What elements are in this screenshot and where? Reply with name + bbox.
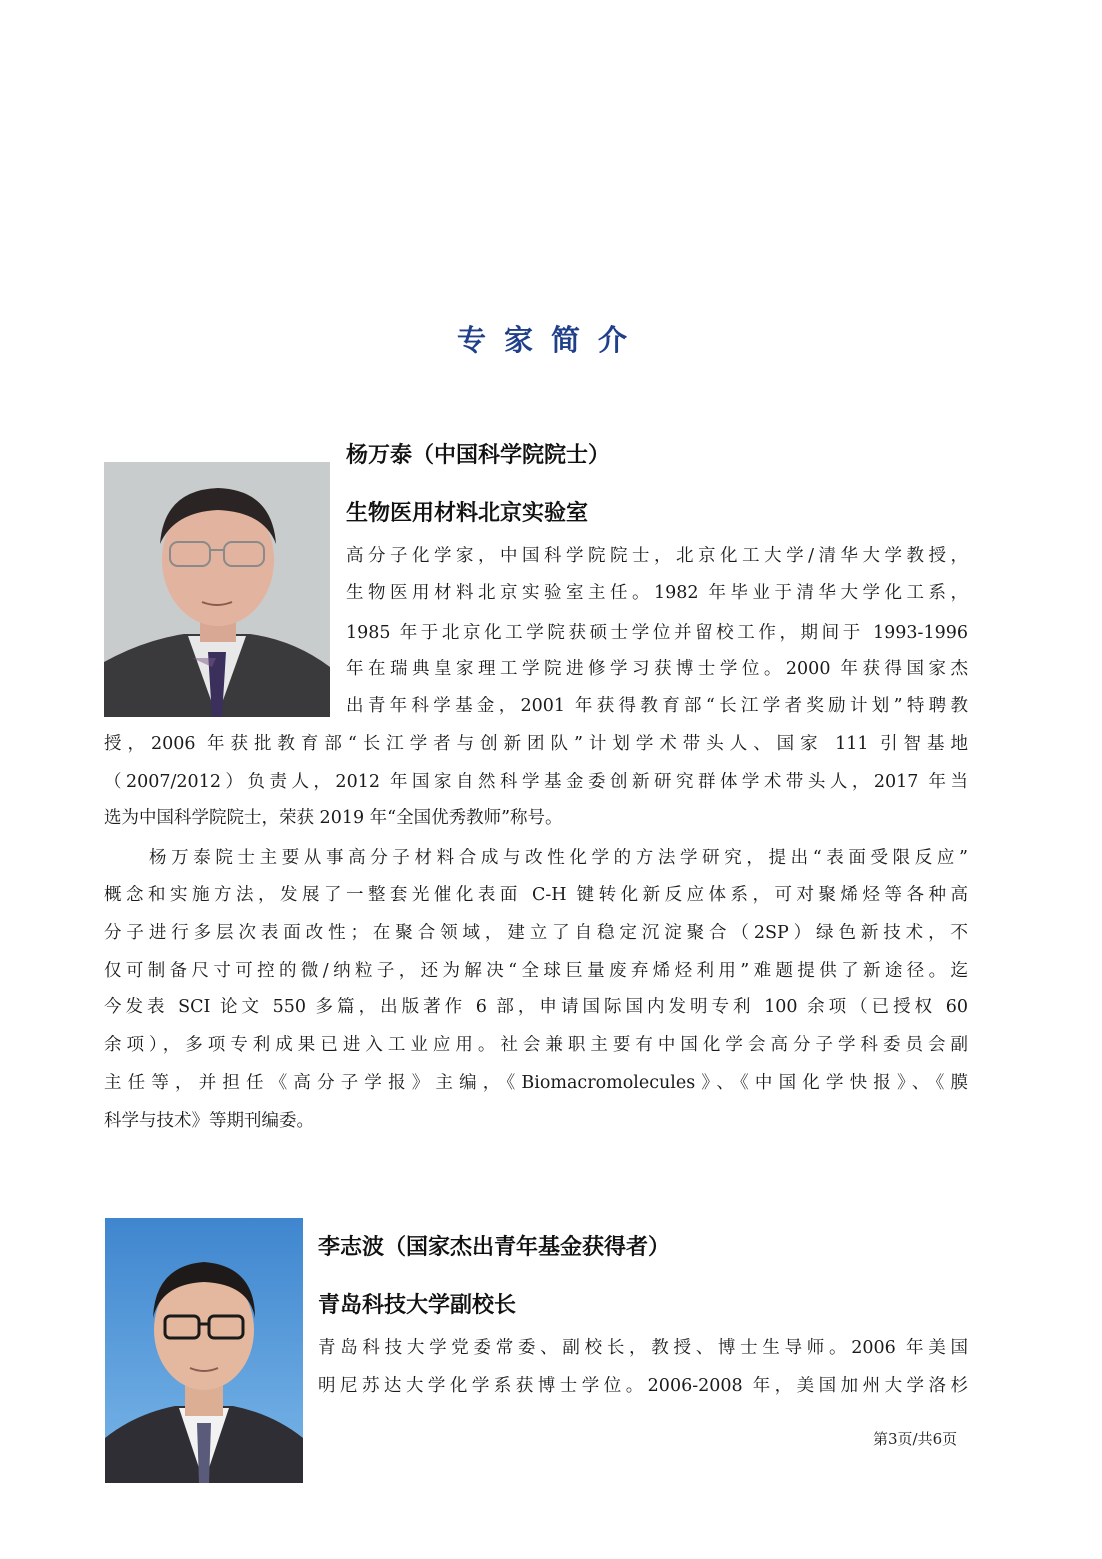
- page-title: 专家简介: [456, 323, 645, 357]
- expert1-bio-line: 年在瑞典皇家理工学院进修学习获博士学位。2000 年获得国家杰: [346, 659, 968, 679]
- expert2-affiliation: 青岛科技大学副校长: [318, 1293, 517, 1318]
- expert1-name: 杨万泰（中国科学院院士）: [346, 443, 611, 468]
- expert1-bio-line: （2007/2012）负责人，2012 年国家自然科学基金委创新研究群体学术带头人，2017 年当: [104, 772, 968, 792]
- expert1-bio-line: 主任等，并担任《高分子学报》主编，《Biomacromolecules》、《中国化学快报》、《膜: [104, 1073, 968, 1093]
- expert1-affiliation: 生物医用材料北京实验室: [346, 501, 589, 526]
- expert1-bio-line: 高分子化学家，中国科学院院士，北京化工大学/清华大学教授，: [346, 546, 968, 566]
- expert2-bio-line: 青岛科技大学党委常委、副校长，教授、博士生导师。2006 年美国: [318, 1338, 968, 1358]
- expert2-bio-line: 明尼苏达大学化学系获博士学位。2006-2008 年，美国加州大学洛杉: [318, 1376, 968, 1396]
- expert1-bio-line: 今发表 SCI 论文 550 多篇，出版著作 6 部，申请国际国内发明专利 100 余项（已授权 60: [104, 997, 968, 1017]
- expert1-bio-line: 科学与技术》等期刊编委。: [104, 1111, 314, 1131]
- expert1-bio-line: 出青年科学基金，2001 年获得教育部“长江学者奖励计划”特聘教: [346, 696, 968, 716]
- expert2-name: 李志波（国家杰出青年基金获得者）: [318, 1235, 671, 1260]
- expert1-bio-line: 选为中国科学院院士，荣获 2019 年“全国优秀教师”称号。: [104, 808, 563, 828]
- expert1-bio-line: 概念和实施方法，发展了一整套光催化表面 C-H 键转化新反应体系，可对聚烯烃等各种高: [104, 885, 968, 905]
- expert2-portrait: [105, 1218, 303, 1483]
- expert1-bio-line: 余项），多项专利成果已进入工业应用。社会兼职主要有中国化学会高分子学科委员会副: [104, 1035, 968, 1055]
- expert1-portrait: [104, 462, 330, 717]
- expert1-bio-line: 杨万泰院士主要从事高分子材料合成与改性化学的方法学研究，提出“表面受限反应”: [149, 848, 968, 868]
- expert1-bio-line: 仅可制备尺寸可控的微/纳粒子，还为解决“全球巨量废弃烯烃利用”难题提供了新途径。迄: [104, 961, 968, 981]
- page-number: 第3页/共6页: [873, 1430, 958, 1448]
- expert1-bio-line: 1985 年于北京化工学院获硕士学位并留校工作，期间于 1993-1996: [346, 623, 968, 643]
- expert1-bio-line: 分子进行多层次表面改性；在聚合领域，建立了自稳定沉淀聚合（2SP）绿色新技术，不: [104, 923, 968, 943]
- expert1-bio-line: 生物医用材料北京实验室主任。1982 年毕业于清华大学化工系，: [346, 583, 968, 603]
- expert1-bio-line: 授，2006 年获批教育部“长江学者与创新团队”计划学术带头人、国家 111 引智基地: [104, 734, 968, 754]
